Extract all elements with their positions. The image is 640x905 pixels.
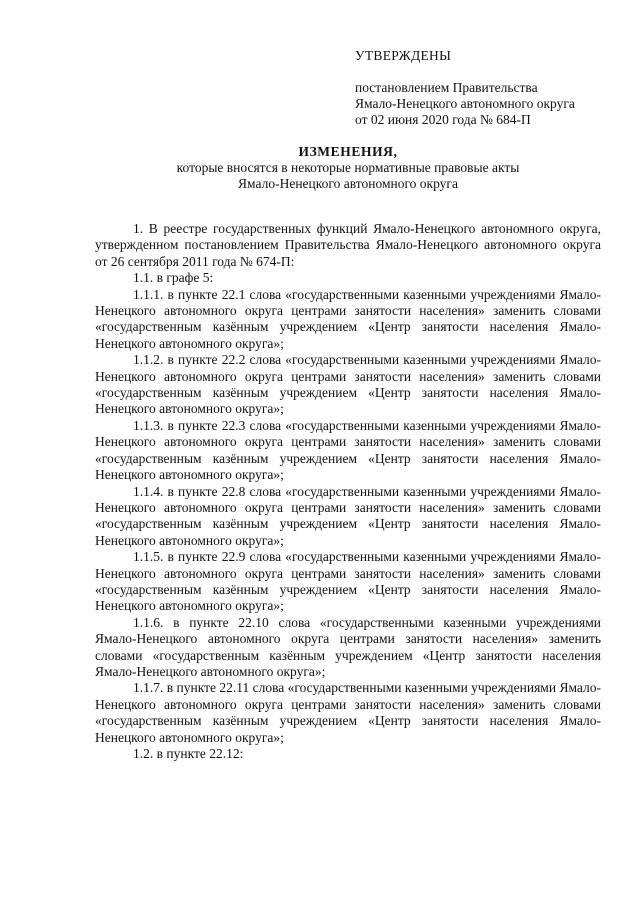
document-body [95, 221, 601, 762]
paragraph: 1. В реестре государственных функций Ямало-Ненецкого автономного округа, утвержденном постановлением Правительства Ямало-Ненецкого автономного округа от 26 сентября 2011 года № 674-П: [95, 221, 601, 269]
document-subtitle: которые вносятся в некоторые нормативные правовые акты [176, 160, 520, 175]
approval-line: постановлением Правительства [355, 80, 538, 95]
paragraph: 1.1.6. в пункте 22.10 слова «государственными казенными учреждениями Ямало-Ненецкого автономного округа центрами занятости населения» заменить словами «государственным казённым учреждением «Центр занятости населения Ямало-Ненецкого автономного округа»; [95, 614, 601, 679]
paragraph: 1.1.2. в пункте 22.2 слова «государственными казенными учреждениями Ямало-Ненецкого автономного округа центрами занятости населения» заменить словами «государственным казённым учреждением «Центр занятости населения Ямало-Ненецкого автономного округа»; [95, 352, 601, 417]
document-heading [95, 144, 601, 192]
document-subtitle: Ямало-Ненецкого автономного округа [238, 176, 458, 191]
document-title: ИЗМЕНЕНИЯ, [298, 144, 398, 159]
paragraph: 1.1.7. в пункте 22.11 слова «государственными казенными учреждениями Ямало-Ненецкого автономного округа центрами занятости населения» заменить словами «государственным казённым учреждением «Центр занятости населения Ямало-Ненецкого автономного округа»; [95, 680, 601, 745]
approval-line: от 02 июня 2020 года № 684-П [355, 112, 531, 127]
approval-title: УТВЕРЖДЕНЫ [355, 48, 452, 63]
paragraph: 1.1.3. в пункте 22.3 слова «государственными казенными учреждениями Ямало-Ненецкого автономного округа центрами занятости населения» заменить словами «государственным казённым учреждением «Центр занятости населения Ямало-Ненецкого автономного округа»; [95, 417, 601, 483]
approval-line: Ямало-Ненецкого автономного округа [355, 96, 575, 111]
paragraph: 1.1.1. в пункте 22.1 слова «государственными казенными учреждениями Ямало-Ненецкого автономного округа центрами занятости населения» заменить словами «государственным казённым учреждением «Центр занятости населения Ямало-Ненецкого автономного округа»; [95, 286, 601, 351]
approval-stamp [355, 48, 575, 128]
paragraph: 1.2. в пункте 22.12: [133, 746, 244, 761]
paragraph: 1.1. в графе 5: [133, 270, 214, 286]
paragraph: 1.1.4. в пункте 22.8 слова «государственными казенными учреждениями Ямало-Ненецкого автономного округа центрами занятости населения» заменить словами «государственным казённым учреждением «Центр занятости населения Ямало-Ненецкого автономного округа»; [95, 483, 601, 548]
paragraph: 1.1.5. в пункте 22.9 слова «государственными казенными учреждениями Ямало-Ненецкого автономного округа центрами занятости населения» заменить словами «государственным казённым учреждением «Центр занятости населения Ямало-Ненецкого автономного округа»; [95, 549, 601, 614]
